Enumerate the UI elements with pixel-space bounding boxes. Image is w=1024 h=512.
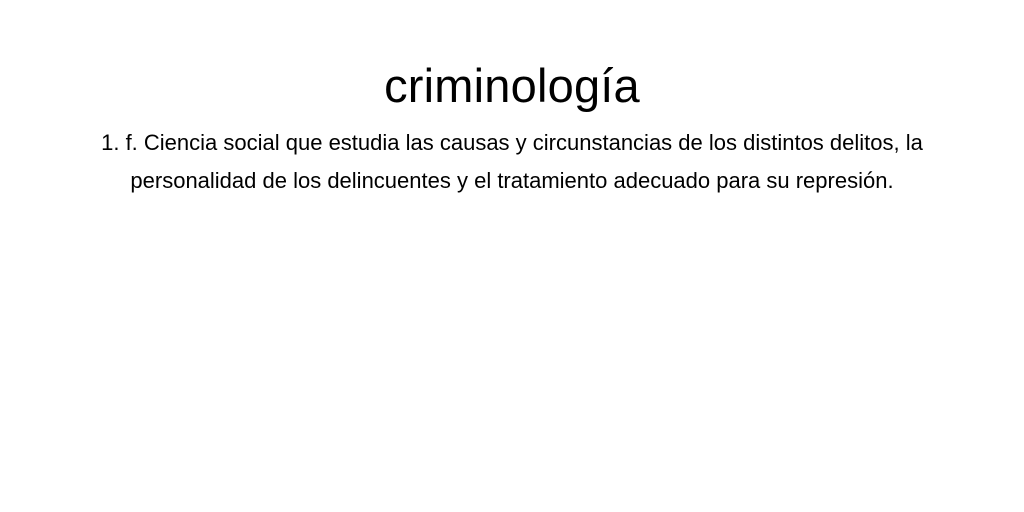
entry-headword: criminología [384,59,640,112]
entry-definition: 1. f. Ciencia social que estudia las causas y circunstancias de los distintos delitos, la personalidad de los delincuentes y el tratamiento adecuado para su represión. [101,130,923,193]
